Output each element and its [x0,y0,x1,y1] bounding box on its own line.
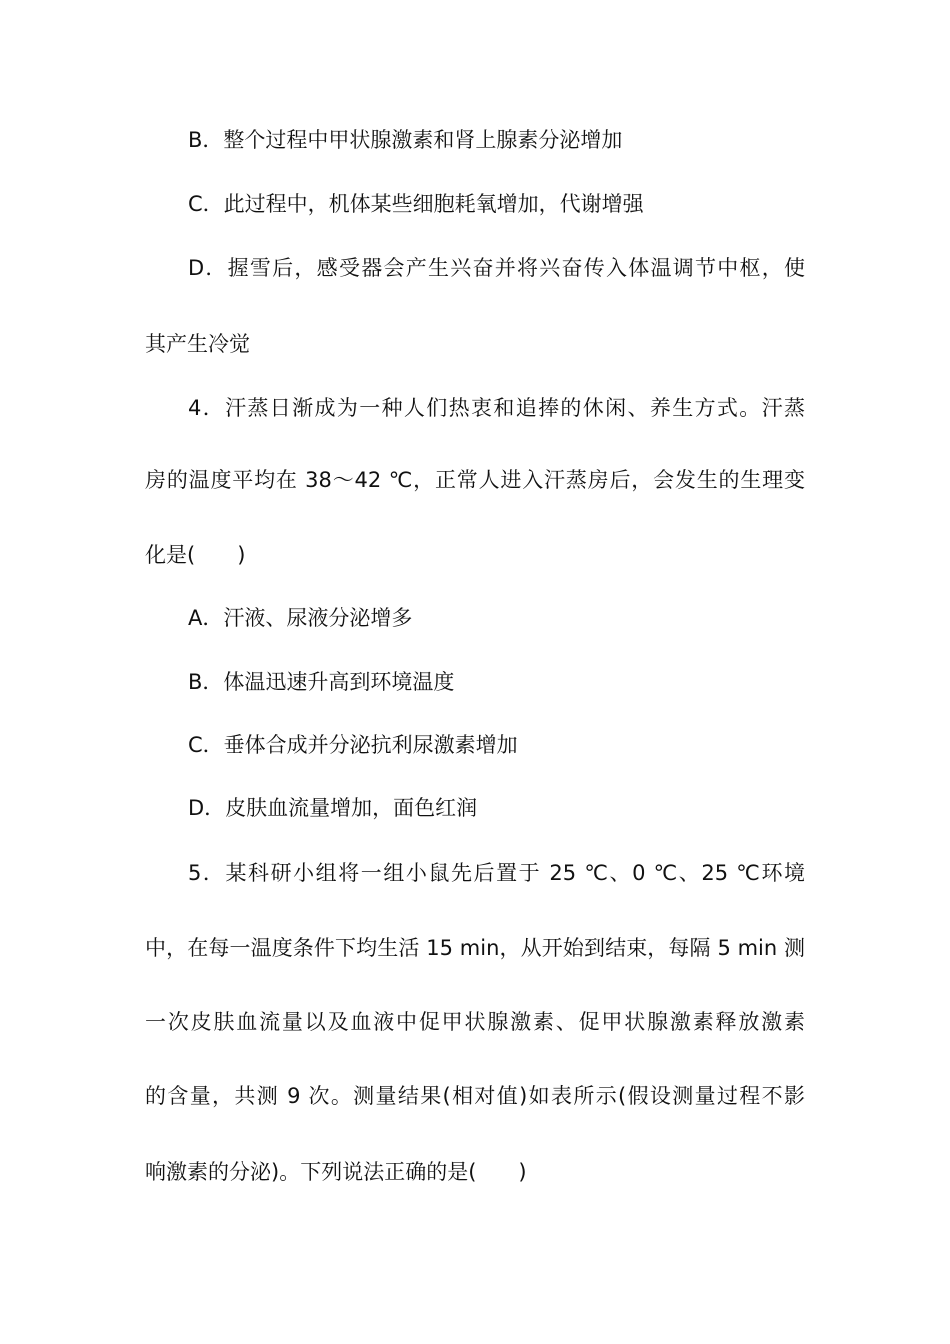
q4-option-c: C．垂体合成并分泌抗利尿激素增加 [188,733,518,757]
q5-stem-line4: 的含量，共测 9 次。测量结果(相对值)如表所示(假设测量过程不影 [145,1084,805,1108]
q4-option-a: A．汗液、尿液分泌增多 [188,606,413,630]
q4-stem-line3: 化是( ) [145,543,246,567]
q3-option-d-line2: 其产生冷觉 [145,332,250,356]
q5-stem-line5: 响激素的分泌)。下列说法正确的是( ) [145,1160,527,1184]
q4-stem-line2: 房的温度平均在 38～42 ℃，正常人进入汗蒸房后，会发生的生理变 [145,468,805,492]
q4-stem-line1: 4．汗蒸日渐成为一种人们热衷和追捧的休闲、养生方式。汗蒸 [188,396,805,420]
q5-stem-line2: 中，在每一温度条件下均生活 15 min，从开始到结束，每隔 5 min 测 [145,936,805,960]
q3-option-d-line1: D．握雪后，感受器会产生兴奋并将兴奋传入体温调节中枢，使 [188,256,805,280]
q4-option-d: D．皮肤血流量增加，面色红润 [188,796,478,820]
q3-option-b: B．整个过程中甲状腺激素和肾上腺素分泌增加 [188,128,623,152]
q3-option-c: C．此过程中，机体某些细胞耗氧增加，代谢增强 [188,192,644,216]
q5-stem-line3: 一次皮肤血流量以及血液中促甲状腺激素、促甲状腺激素释放激素 [145,1010,805,1034]
q4-option-b: B．体温迅速升高到环境温度 [188,670,455,694]
q5-stem-line1: 5．某科研小组将一组小鼠先后置于 25 ℃、0 ℃、25 ℃环境 [188,861,805,885]
